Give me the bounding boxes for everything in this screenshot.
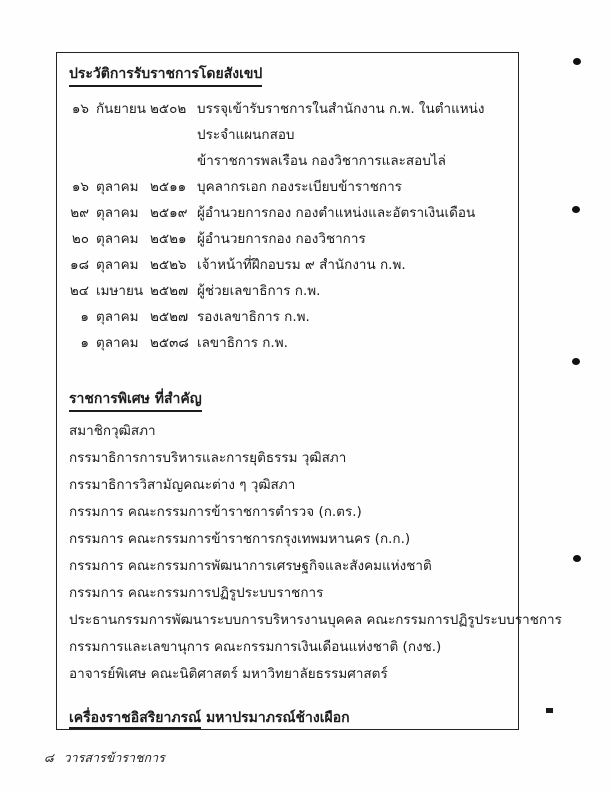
entry-day: ๑๖ — [71, 101, 89, 117]
entry-day: ๒๙ — [70, 205, 89, 221]
scan-dot-artifact — [573, 555, 581, 562]
page-footer — [44, 748, 165, 768]
special-service-item: กรรมาธิการวิสามัญคณะต่าง ๆ วุฒิสภา — [69, 477, 296, 493]
service-history-heading-text: ประวัติการรับราชการโดยสังเขป — [69, 64, 262, 87]
service-entry-row — [69, 330, 504, 356]
special-service-section — [69, 389, 562, 688]
special-service-item: สมาชิกวุฒิสภา — [69, 423, 156, 439]
entry-month: ตุลาคม — [96, 309, 139, 325]
service-entry-row — [69, 252, 504, 278]
entry-year: ๒๕๐๒ — [150, 101, 187, 117]
entry-year: ๒๕๒๗ — [150, 283, 189, 299]
special-service-item: อาจารย์พิเศษ คณะนิติศาสตร์ มหาวิทยาลัยธรรมศาสตร์ — [69, 666, 388, 682]
scan-dot-artifact — [573, 58, 581, 65]
special-service-item: กรรมการ คณะกรรมการข้าราชการกรุงเทพมหานคร (ก.ก.) — [69, 531, 411, 547]
entry-year: ๒๕๒๖ — [150, 257, 187, 273]
entry-position: ผู้ช่วยเลขาธิการ ก.พ. — [197, 283, 321, 299]
special-service-heading-text: ราชการพิเศษ ที่สำคัญ — [69, 389, 202, 412]
entry-month: กันยายน — [96, 101, 147, 117]
special-service-item: ประธานกรรมการพัฒนาระบบการบริหารงานบุคคล คณะกรรมการปฏิรูประบบราชการ — [69, 612, 562, 628]
entry-month: ตุลาคม — [96, 335, 139, 351]
entry-position-line1: บรรจุเข้ารับราชการในสำนักงาน ก.พ. ในตำแหน่ง ประจำแผนกสอบ — [197, 101, 485, 143]
entry-year: ๒๕๑๑ — [150, 179, 187, 195]
decorations-heading: เครื่องราชอิสริยาภรณ์ — [69, 710, 201, 729]
service-entry-row — [69, 174, 504, 200]
service-entry-row — [69, 96, 504, 174]
entry-year: ๒๕๓๘ — [150, 335, 189, 351]
service-history-table — [69, 96, 504, 356]
special-service-item: กรรมการ คณะกรรมการพัฒนาการเศรษฐกิจและสังคมแห่งชาติ — [69, 558, 432, 574]
service-entry-row — [69, 304, 504, 330]
entry-position: เจ้าหน้าที่ฝึกอบรม ๙ สำนักงาน ก.พ. — [197, 257, 406, 273]
entry-month: ตุลาคม — [96, 257, 139, 273]
decorations-section — [69, 707, 504, 729]
service-entry-row — [69, 278, 504, 304]
journal-title: วารสารข้าราชการ — [63, 751, 165, 765]
service-entry-row — [69, 226, 504, 252]
entry-day: ๑๖ — [71, 179, 89, 195]
entry-position: รองเลขาธิการ ก.พ. — [197, 309, 310, 325]
entry-position-line2: ข้าราชการพลเรือน กองวิชาการและสอบไล่ — [197, 153, 446, 169]
entry-year: ๒๕๒๗ — [150, 309, 189, 325]
decorations-value: มหาปรมาภรณ์ช้างเผือก — [205, 710, 350, 726]
entry-position — [197, 96, 504, 174]
special-service-item: กรรมการ คณะกรรมการข้าราชการตำรวจ (ก.ตร.) — [69, 504, 362, 520]
special-service-item: กรรมาธิการการบริหารและการยุติธรรม วุฒิสภา — [69, 450, 347, 466]
scan-mark-artifact — [546, 708, 553, 713]
entry-position: ผู้อำนวยการกอง กองวิชาการ — [197, 231, 366, 247]
scan-dot-artifact — [572, 206, 580, 213]
special-service-item: กรรมการและเลขานุการ คณะกรรมการเงินเดือนแห่งชาติ (กงช.) — [69, 639, 442, 655]
entry-day: ๑๘ — [70, 257, 89, 273]
entry-position: ผู้อำนวยการกอง กองตำแหน่งและอัตราเงินเดือน — [197, 205, 476, 221]
entry-month: ตุลาคม — [96, 231, 139, 247]
service-history-heading — [69, 64, 504, 87]
page-number: ๘ — [44, 751, 54, 765]
entry-month: ตุลาคม — [96, 179, 139, 195]
entry-day: ๒๐ — [71, 231, 89, 247]
entry-year: ๒๕๑๙ — [150, 205, 188, 221]
special-service-heading — [69, 389, 504, 412]
entry-day: ๑ — [80, 309, 89, 325]
entry-position: บุคลากรเอก กองระเบียบข้าราชการ — [197, 179, 402, 195]
special-service-item: กรรมการ คณะกรรมการปฏิรูประบบราชการ — [69, 585, 324, 601]
entry-position: เลขาธิการ ก.พ. — [197, 335, 288, 351]
entry-day: ๑ — [80, 335, 89, 351]
entry-day: ๒๔ — [69, 283, 89, 299]
scan-dot-artifact — [572, 358, 580, 365]
entry-month: เมษายน — [96, 283, 144, 299]
service-entry-row — [69, 200, 504, 226]
special-service-list — [69, 418, 562, 688]
entry-year: ๒๕๒๑ — [150, 231, 187, 247]
entry-month: ตุลาคม — [96, 205, 139, 221]
content-box — [56, 52, 562, 730]
